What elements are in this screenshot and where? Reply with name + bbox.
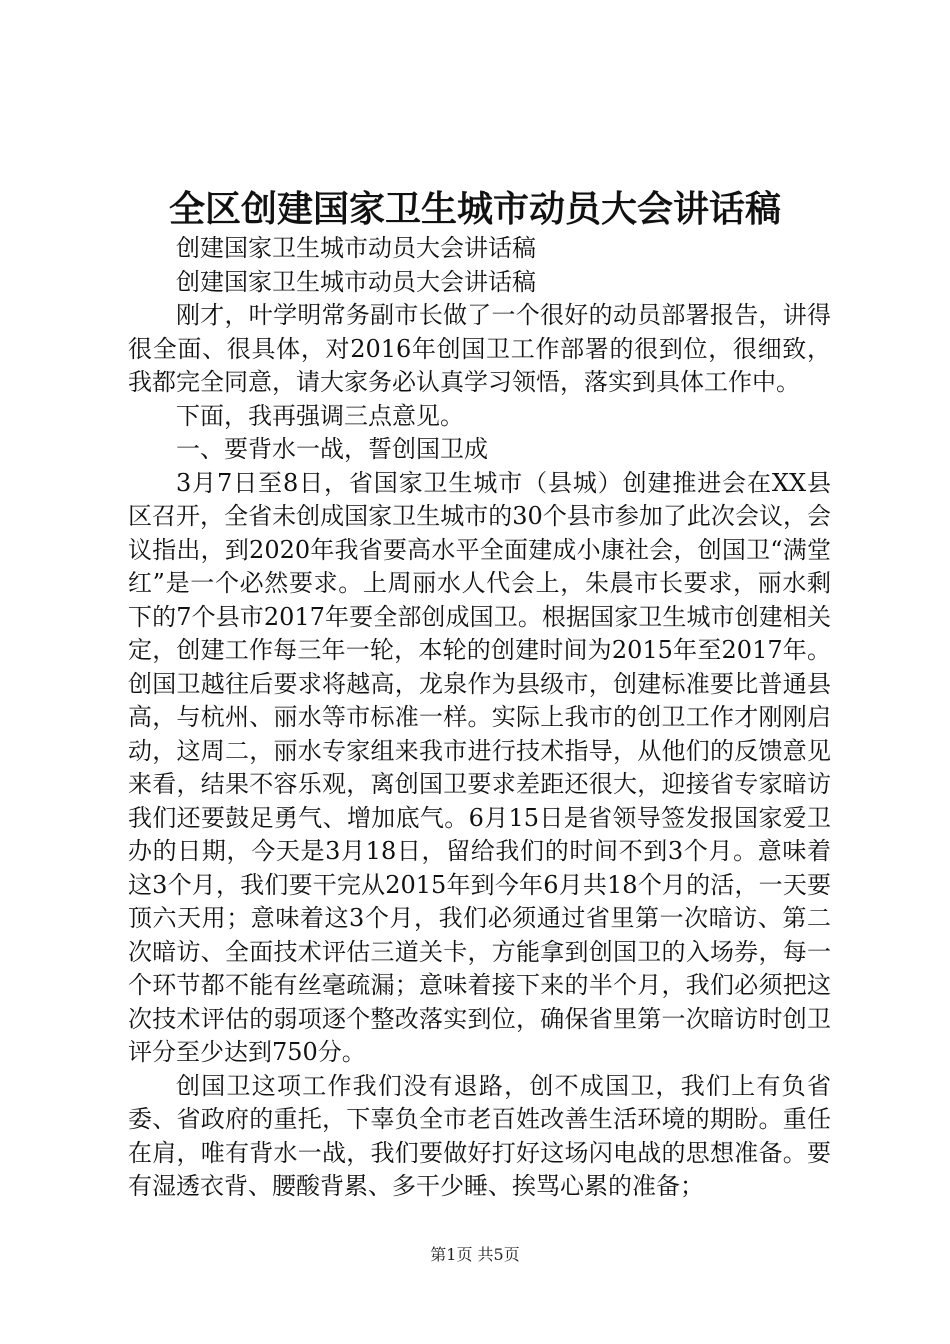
paragraph-opening: 刚才，叶学明常务副市长做了一个很好的动员部署报告，讲得很全面、很具体，对2016年创国卫工作部署的很到位，很细致，我都完全同意，请大家务必认真学习领悟，落实到具体工作中。: [128, 301, 831, 396]
section-heading-1: 一、要背水一战，誓创国卫成: [176, 435, 488, 463]
paragraph-intro-points: 下面，我再强调三点意见。: [176, 401, 464, 430]
paragraph-subtitle-2: 创建国家卫生城市动员大会讲话稿: [176, 267, 536, 296]
document-body: [128, 232, 831, 1204]
paragraph-subtitle-1: 创建国家卫生城市动员大会讲话稿: [176, 234, 536, 262]
page-footer: 第1页 共5页: [430, 1245, 520, 1264]
document-title: 全区创建国家卫生城市动员大会讲话稿: [168, 188, 781, 230]
paragraph-section-1-followup: 创国卫这项工作我们没有退路，创不成国卫，我们上有负省委、省政府的重托，下辜负全市老百姓改善生活环境的期盼。重任在肩，唯有背水一战，我们要做好打好这场闪电战的思想准备。要有湿透衣背、腰酸背累、多干少睡、挨骂心累的准备；: [128, 1071, 831, 1200]
paragraph-section-1-body: 3月7日至8日，省国家卫生城市（县城）创建推进会在XX县区召开，全省未创成国家卫生城市的30个县市参加了此次会议，会议指出，到2020年我省要高水平全面建成小康社会，创国卫“满堂红”是一个必然要求。上周丽水人代会上，朱晨市长要求，丽水剩下的7个县市2017年要全部创成国卫。根据国家卫生城市创建相关定，创建工作每三年一轮，本轮的创建时间为2015年至2017年。创国卫越往后要求将越高，龙泉作为县级市，创建标准要比普通县高，与杭州、丽水等市标准一样。实际上我市的创卫工作才刚刚启动，这周二，丽水专家组来我市进行技术指导，从他们的反馈意见来看，结果不容乐观，离创国卫要求差距还很大，迎接省专家暗访我们还要鼓足勇气、增加底气。6月15日是省领导签发报国家爱卫办的日期，今天是3月18日，留给我们的时间不到3个月。意味着这3个月，我们要干完从2015年到今年6月共18个月的活，一天要顶六天用；意味着这3个月，我们必须通过省里第一次暗访、第二次暗访、全面技术评估三道关卡，方能拿到创国卫的入场券，每一个环节都不能有丝毫疏漏；意味着接下来的半个月，我们必须把这次技术评估的弱项逐个整改落实到位，确保省里第一次暗访时创卫评分至少达到750分。: [128, 468, 831, 1066]
